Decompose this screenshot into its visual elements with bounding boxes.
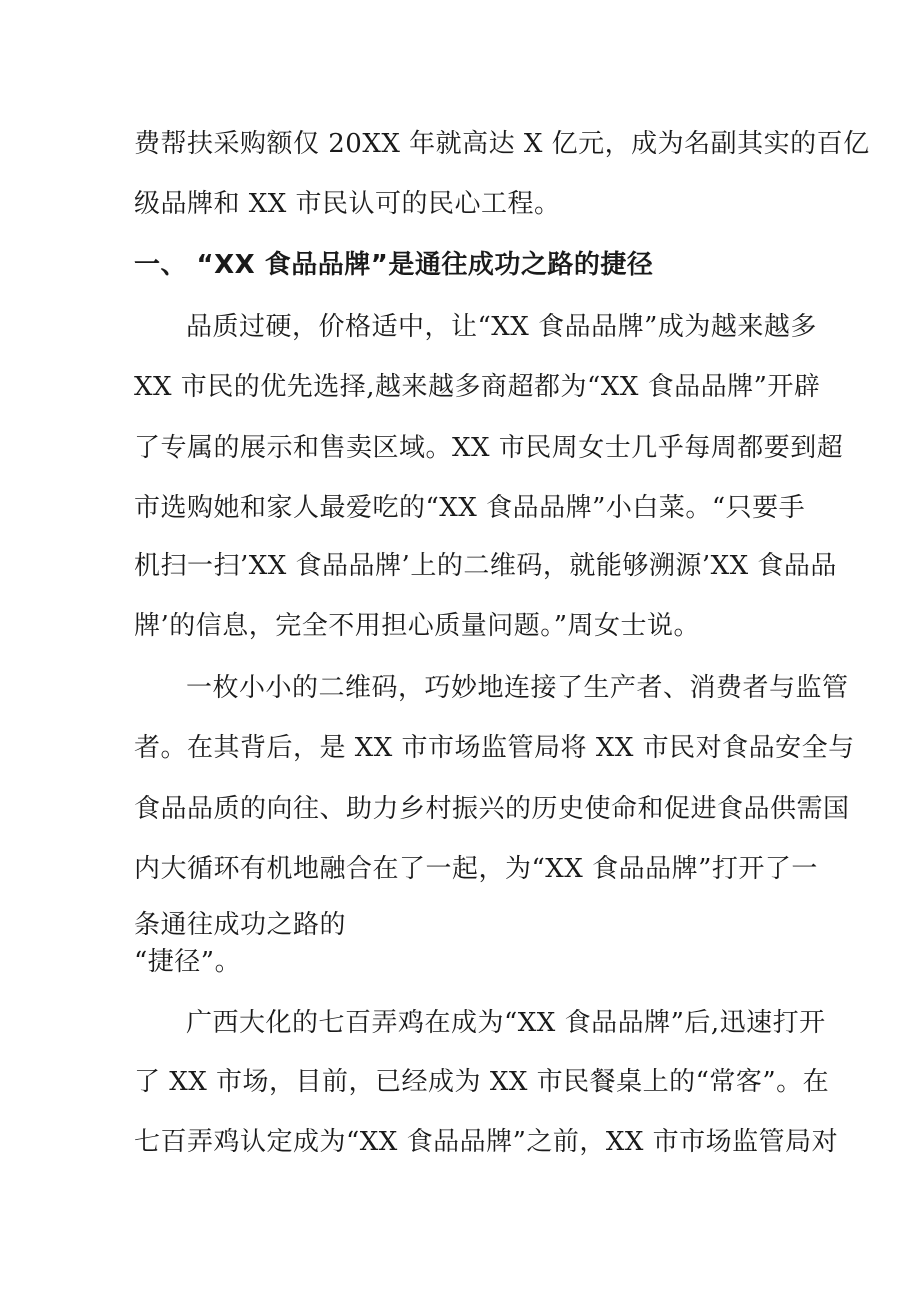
paragraph-2-line-6: “捷径”。 [134, 947, 242, 977]
paragraph-2-line-5: 条通往成功之路的 [134, 910, 347, 940]
paragraph-3-line-1: 广西大化的七百弄鸡在成为“XX 食品品牌”后,迅速打开 [186, 1008, 826, 1038]
paragraph-1-line-6: 牌’的信息，完全不用担心质量问题。”周女士说。 [134, 611, 701, 641]
paragraph-1-line-2: XX 市民的优先选择,越来越多商超都为“XX 食品品牌”开辟 [134, 372, 821, 402]
paragraph-1-line-3: 了专属的展示和售卖区域。XX 市民周女士几乎每周都要到超 [134, 433, 844, 463]
paragraph-2-line-2: 者。在其背后，是 XX 市市场监管局将 XX 市民对食品安全与 [134, 733, 855, 763]
section-heading: 一、 “XX 食品品牌”是通往成功之路的捷径 [134, 250, 654, 280]
paragraph-2-line-3: 食品品质的向往、助力乡村振兴的历史使命和促进食品供需国 [134, 794, 850, 824]
paragraph-1-line-5: 机扫一扫’XX 食品品牌’上的二维码，就能够溯源’XX 食品品 [134, 551, 837, 581]
paragraph-1-line-4: 市选购她和家人最爱吃的“XX 食品品牌”小白菜。“只要手 [134, 493, 806, 523]
paragraph-1-line-1: 品质过硬，价格适中，让“XX 食品品牌”成为越来越多 [186, 312, 817, 342]
paragraph-2-line-1: 一枚小小的二维码，巧妙地连接了生产者、消费者与监管 [186, 673, 849, 703]
intro-line-1: 费帮扶采购额仅 20XX 年就高达 X 亿元，成为名副其实的百亿 [134, 129, 870, 159]
paragraph-2-line-4: 内大循环有机地融合在了一起，为“XX 食品品牌”打开了一 [134, 854, 818, 884]
paragraph-3-line-2: 了 XX 市场，目前，已经成为 XX 市民餐桌上的“常客”。在 [134, 1067, 830, 1097]
intro-line-2: 级品牌和 XX 市民认可的民心工程。 [134, 189, 561, 219]
paragraph-3-line-3: 七百弄鸡认定成为“XX 食品品牌”之前，XX 市市场监管局对 [134, 1127, 839, 1157]
